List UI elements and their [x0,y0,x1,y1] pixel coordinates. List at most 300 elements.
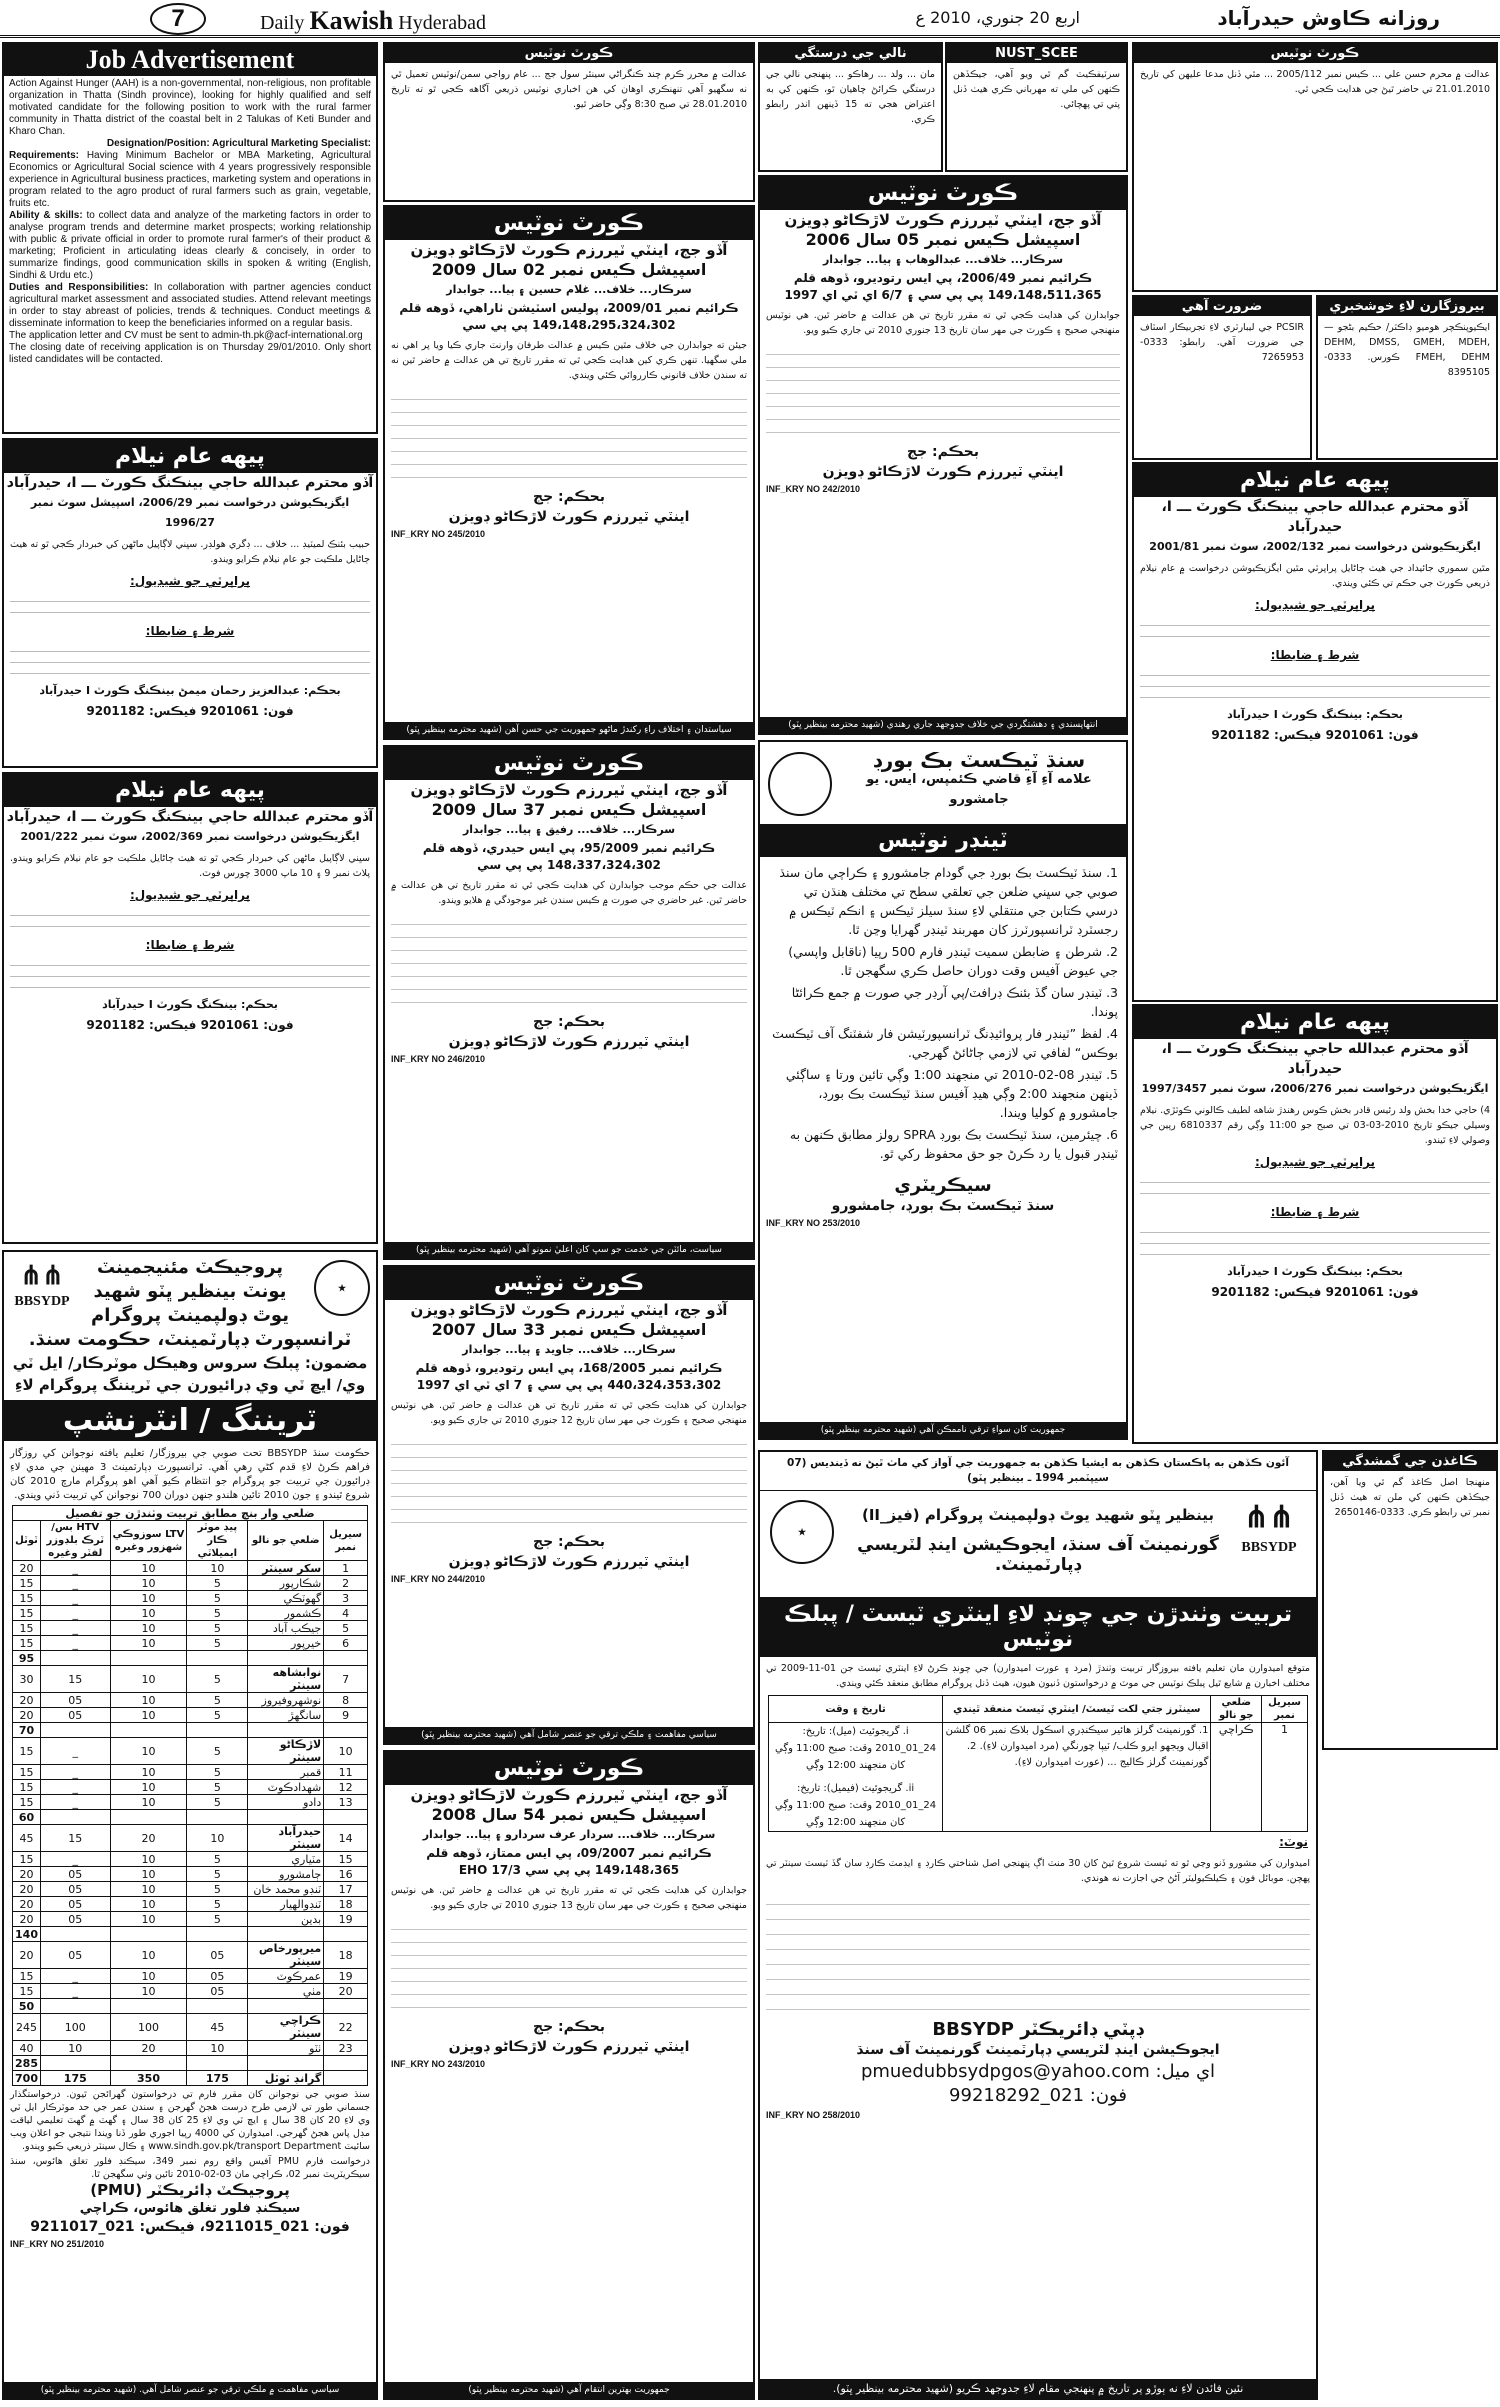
table-row [13,1999,368,2014]
case-number: اسپيشل ڪيس نمبر 33 سال 2007 [431,1320,707,1339]
training-head-1: پروجيڪٽ مئنيجمينٽ [96,1257,284,1278]
table-cell: 45 [187,2014,248,2041]
auction-sign: بحڪم: بينڪنگ ڪورٽ I حيدرآباد [1227,708,1403,721]
job-advertisement [2,42,378,434]
table-cell: _ [41,1795,111,1810]
table-row [13,1693,368,1708]
court-notice-title: ڪورٽ نوٽيس [385,1267,753,1300]
court-notice-title: ڪورٽ نوٽيس [385,207,753,240]
auction-terms-lines [10,641,370,681]
auction-schedule-lines [10,591,370,621]
court-name: آڏو جج، اينٽي ٽيررزم ڪورٽ لاڙڪاڻو ڊويزن [410,781,728,799]
table-cell: 10 [187,1825,248,1852]
table-cell [110,1810,187,1825]
inf-number: INF_KRY NO 246/2010 [391,1054,486,1064]
table-cell: 20 [13,1912,41,1927]
table-cell: 15 [13,1738,41,1765]
table-cell: 05 [41,1867,111,1882]
table-cell: 15 [13,1780,41,1795]
inf-number: INF_KRY NO 243/2010 [391,2059,486,2069]
inf-number: INF_KRY NO 242/2010 [766,484,861,494]
table-cell: 20 [13,1867,41,1882]
table-cell: 100 [110,2014,187,2041]
table-cell [248,1810,324,1825]
table-cell: 175 [187,2071,248,2086]
auction-terms-lines [1140,665,1490,705]
table-cell: 20 [324,1984,368,1999]
table-cell: 10 [110,1780,187,1795]
table-cell [110,1999,187,2014]
quote-footer: نئين فائدن لاءِ نه ٻوڙو پر تاريخ ۾ پنهنجي مقام لاءِ جدوجهد ڪريو (شهيد محترمه بينظير ڀٽو). [760,2379,1316,2398]
table-row [13,1942,368,1969]
job-ad-closing: The closing date of receiving application is on Thursday 29/01/2010. Only short listed candidates will be contacted. [9,342,371,365]
table-cell: 15 [13,1852,41,1867]
training-intro: حڪومت سنڌ BBSYDP تحت صوبي جي بيروزگار/ تعليم يافته نوجوانن کي روزگار فراهم ڪرڻ لاءِ قدم کڻي رهي آهي. ٽرانسپورٽ ڊپارٽمينٽ 3 مهينن جي مدي لاءِ ڊرائيورن جي تربيت جو پروگرام جو انتظام ڪيو آهي اهو پروگرام مارچ 2010 کان شروع ٿيندو ۽ جون 2010 تائين هلندو جنهن دوران 700 نوجوانن کي تربيت ڏني ويندي. [10,1448,371,1501]
table-row [13,1708,368,1723]
table-cell: سانگهڙ [248,1708,324,1723]
small-notice-body: PCSIR جي ليبارٽري لاءِ تجربيڪار اسٽاف جي ضرورت آهي. رابطو: 0333-7265953 [1140,322,1304,363]
table-row [13,1576,368,1591]
bbsydp-logo-text: BBSYDP [1241,1540,1297,1555]
crime-details: ڪرائيم نمبر 2006/49، پي ايس رتوديرو، ڏوهه قلم 149،148،511،365 پي پي سي ۽ 6/7 اي ٽي اي 1997 [784,271,1102,302]
court-notice-body: جوابدارن کي هدايت ڪجي ٿي ته مقرر تاريخ تي هن عدالت ۾ حاضر ٿين. هي نوٽيس منهنجي صحيح ۽ ڪورٽ جي مهر سان تاريخ 13 جنوري 2010 تي جاري ڪيو ويو. [766,310,1120,336]
auction-schedule-heading: پراپرٽي جو شيڊيول: [129,888,251,902]
column-header: ضلعي جو نالو [248,1521,324,1561]
test-phone: فون: 021_99218292 [949,2085,1127,2106]
table-cell: _ [41,1969,111,1984]
table-row [13,1765,368,1780]
case-number: اسپيشل ڪيس نمبر 37 سال 2009 [431,800,707,819]
table-cell: ٽنڊوالهيار [248,1897,324,1912]
training-subject: مضمون: پبلڪ سروس وهيڪل موٽرڪار/ ايل ٽي وي/ ايڇ ٽي وي ڊرائيورن جي ٽريننگ پروگرام لاءِ [12,1354,368,1394]
masthead-city: Hyderabad [398,12,486,34]
table-cell: 5 [187,1765,248,1780]
table-cell: 10 [324,1738,368,1765]
table-cell [187,1999,248,2014]
court-sign: بحڪم: جج [532,2019,605,2035]
trainee-distribution-table [12,1505,368,2086]
table-cell: ڪراچي سينٽر [248,2014,324,2041]
court-notice-text-lines [766,342,1120,442]
test-banner: تربيت وٺندڙن جي چونڊ لاءِ اينٽري ٽيسٽ / پبلڪ نوٽيس [760,1597,1316,1657]
cell-time-female: ii. گريجوئيٽ (فيميل): تاريخ: 24_01_2010 وقت: صبح 11:00 وڳي کان منجهند 12:00 وڳي [774,1783,937,1828]
req-text: Having Minimum Bachelor or MBA Marketing, Agricultural Economics or Agricultural Social science with 4 years progressively responsible experience in Agricultural business practices, marketing system and operations in program related to the agro product of rural farmers such as grain, vegetable, fruits etc. [9,150,371,209]
table-cell: 15 [41,1825,111,1852]
table-cell: نوابشاهه سينٽر [248,1666,324,1693]
table-cell: _ [41,1738,111,1765]
table-cell: 15 [13,1591,41,1606]
table-cell: 5 [187,1708,248,1723]
table-cell: 05 [41,1693,111,1708]
court-notice-body: جيئن ته جوابدارن جي خلاف مٿين ڪيس ۾ عدالت طرفان وارنٽ جاري ڪيا ويا پر اهي نه ملي سگهيا. تنهن ڪري کين هدايت ڪجي ٿي ته مقرر تاريخ تي هن عدالت ۾ حاضر ٿين نه ته سندن خلاف قانوني ڪارروائي ڪئي ويندي. [391,340,747,381]
quote-footer: انتهاپسندي ۽ دهشتگردي جي خلاف جدوجهد جاري رهندي (شهيد محترمه بينظير ڀٽو) [760,717,1126,733]
table-cell: 15 [13,1636,41,1651]
table-cell: 40 [13,2041,41,2056]
auction-sign: بحڪم: عبدالعزيز رحمان ميمڻ بينڪنگ ڪورٽ I حيدرآباد [39,684,341,697]
notes-heading: نوٽ: [1279,1835,1308,1849]
auction-title: پيهه عام نيلام [1134,1006,1496,1039]
table-row [13,2014,368,2041]
training-banner: ٽريننگ / انٽرنشپ [4,1400,376,1441]
table-cell [248,1651,324,1666]
test-program: بينظير ڀٽو شهيد يوٿ ڊولپمينٽ پروگرام (فيز_II) [861,1506,1215,1524]
small-notice-body: عدالت ۾ محرر ڪرم چند ڪنگراڻي سينئر سول جج ... عام رواجي سمن/نوٽيس تعميل ٿي نه سگهيو آهي تنهنڪري اوهان کي هن اخباري نوٽيس ذريعي آگاهه ڪجي ٿو ته تاريخ 28.01.2010 تي صبح 8:30 وڳي حاضر ٿيو. [391,69,747,110]
auction-sign: بحڪم: بينڪنگ ڪورٽ I حيدرآباد [1227,1265,1403,1278]
court-name: آڏو جج، اينٽي ٽيررزم ڪورٽ لاڙڪاڻو ڊويزن [410,1786,728,1804]
case-parties: سرڪار... خلاف... عبدالوهاب ۽ ٻيا... جوابدار [822,253,1064,266]
cell-time-male: i. گريجوئيٽ (ميل): تاريخ: 24_01_2010 وقت: صبح 11:00 وڳي کان منجهند 12:00 وڳي [774,1726,937,1771]
table-cell: 10 [110,1984,187,1999]
court-sign: بحڪم: جج [532,489,605,505]
small-notice-title: ڪورٽ نوٽيس [385,44,753,63]
table-row [13,1810,368,1825]
table-cell: 15 [13,1576,41,1591]
table-cell [248,2056,324,2071]
table-cell: ٽنڊو محمد خان [248,1882,324,1897]
auction-phone: فون: 9201061 فيڪس: 9201182 [1211,728,1419,742]
table-cell: 10 [110,1882,187,1897]
table-cell: مٽياري [248,1852,324,1867]
skills-text: to collect data and analyze of the marketing factors in order to analyse program trends and determine market prospects; working relationship with public & private official in order to promote rural farmer's of their product & marketing; Proficient in articulating ideas clearly & concisely, in order to summarize findings, good communication skills in spoken & writing (English, Sindhi & Urdu etc.) [9,210,371,281]
table-cell: 19 [324,1912,368,1927]
table-row [13,1723,368,1738]
table-cell: ميرپورخاص سينٽر [248,1942,324,1969]
table-cell: 5 [187,1666,248,1693]
table-row [13,1561,368,1576]
auction-notice [1132,1004,1498,1444]
masthead-brand: Kawish [309,6,394,35]
table-cell: _ [41,1852,111,1867]
table-cell [187,1723,248,1738]
table-cell: 10 [187,2041,248,2056]
court-name: آڏو جج، اينٽي ٽيررزم ڪورٽ لاڙڪاڻو ڊويزن [410,241,728,259]
table-cell: 8 [324,1693,368,1708]
table-cell: 05 [41,1912,111,1927]
table-row [13,1780,368,1795]
table-cell: 30 [13,1666,41,1693]
table-cell: 20 [110,1825,187,1852]
table-cell [248,1927,324,1942]
auction-notice [2,438,378,768]
table-cell: 20 [13,1693,41,1708]
table-cell [41,1810,111,1825]
small-notice-title: بيروزگارن لاءِ خوشخبري [1318,297,1496,316]
table-cell: خيرپور [248,1636,324,1651]
page-header [0,0,1500,38]
court-sign-office: اينٽي ٽيررزم ڪورٽ لاڙڪاڻو ڊويزن [448,1554,690,1570]
table-cell: 05 [41,1942,111,1969]
table-cell [41,1723,111,1738]
table-row [13,1591,368,1606]
table-cell: _ [41,1780,111,1795]
small-notice [1132,295,1312,460]
case-number: اسپيشل ڪيس نمبر 05 سال 2006 [805,230,1081,249]
auction-body: 4) حاجي خدا بخش ولد رئيس قادر بخش ڪوس رهندڙ شاهه لطيف ڪالوني ڪوٽڙي. نيلام وسيلي جيڪو تاريخ 2010-03-03 تي صبح جو 11:00 وڳي رقم 6810337 رپين جي وصولي لاءِ ٿيندو. [1140,1105,1490,1146]
court-notice [758,175,1128,735]
test-sign: ڊپٽي ڊائريڪٽر BBSYDP [932,2019,1144,2040]
small-notice-body: ايڪيوپنڪچر هوميو ڊاڪٽر/ حڪيم بڻجو — DEHM, DMSS, GMEH, MDEH, FMEH, DEHM ڪورس. 0333-8395105 [1324,322,1490,378]
table-cell: 05 [187,1942,248,1969]
auction-terms-heading: شرط ۽ ضابطا: [145,624,235,638]
table-row [13,1882,368,1897]
auction-case: ايگزيڪيوشن درخواست نمبر 2006/276، سوٽ نمبر 1997/3457 [1141,1082,1489,1095]
table-cell [324,2071,368,2086]
training-phone: فون: 021_9211015، فيڪس: 021_9211017 [30,2219,350,2235]
table-cell: 350 [110,2071,187,2086]
table-cell [187,1810,248,1825]
column-header: تاريخ ۽ وقت [769,1696,943,1723]
cell-center: 1. گورنمينٽ گرلز هائير سيڪنڊري اسڪول بلاڪ نمبر 06 گلشن اقبال ويجهو ايرو ڪلب/ ٽيپا چورنگي (مرد اميدوارن لاءِ). 2. گورنمينٽ گرلز ڪاليج ... (عورت اميدوارن لاءِ). [943,1723,1211,1832]
inf-number: INF_KRY NO 244/2010 [391,1574,486,1584]
req-label: Requirements: [9,150,80,161]
auction-body: سڀني لاڳاپيل ماڻهن کي خبردار ڪجي ٿو ته هيٺ ڄاڻايل ملڪيت جو عام نيلام ڪرايو ويندو. پلاٽ نمبر 9 ۽ 10 ماپ 3000 چورس فوٽ. [10,853,370,879]
court-sign-office: اينٽي ٽيررزم ڪورٽ لاڙڪاڻو ڊويزن [822,464,1064,480]
table-cell: 70 [13,1723,41,1738]
training-conditions: سنڌ صوبي جي نوجوانن کان مقرر فارم تي درخواستون گهرائجن ٿيون. درخواستگذار جسماني طور تي لازمي طرح درست هجڻ گهرجن ۽ سندن عمر جي حد موٽرڪار ايل ٽي وي لاءِ 20 کان 38 سال ۽ ايڇ ٽي وي لاءِ 25 کان 38 سال ۽ گهٽ ۾ گهٽ تعليمي لياقت مڊل پاس هجڻ گهرجي. اميدوارن کي 4000 رپيا اجوري طور ڏنا ويندا نتيجي جو اعلان ويب سائيٽ www.sindh.gov.pk/transport Department ۽ ڪال سينٽر ذريعي ڪيو ويندو. [10,2089,371,2152]
table-cell [41,1651,111,1666]
table-cell: 3 [324,1591,368,1606]
column-header: سيريل نمبر [1262,1696,1308,1723]
table-cell: عمرڪوٽ [248,1969,324,1984]
table-cell: _ [41,1621,111,1636]
table-cell: 05 [187,1984,248,1999]
table-cell: 14 [324,1825,368,1852]
tender-item: 6. چيئرمين، سنڌ ٽيڪسٽ بڪ بورڊ SPRA رولز مطابق ڪنهن به ٽينڊر قبول يا رد ڪرڻ جو حق محفوظ رکي ٿو. [789,1127,1118,1161]
table-row [769,1723,1308,1832]
table-cell: 5 [187,1780,248,1795]
table-cell: 60 [13,1810,41,1825]
test-dept: گورنمينٽ آف سنڌ، ايجوڪيشن اينڊ لٽريسي ڊپارٽمينٽ. [857,1535,1219,1575]
table-cell [187,1927,248,1942]
job-ad-designation: Designation/Position: Agricultural Marketing Specialist: [106,138,371,149]
table-cell [324,1810,368,1825]
crime-details: ڪرائيم نمبر 2009/01، پوليس اسٽيشن ٺاراهي، ڏوهه قلم 149،148،295،324،302 پي پي سي [399,301,739,332]
table-cell: 11 [324,1765,368,1780]
masthead [260,6,486,36]
auction-terms-heading: شرط ۽ ضابطا: [1270,1205,1360,1219]
column-header: سينٽرز جتي لکت ٽيسٽ/ اينٽري ٽيسٽ منعقد ٿيندي [943,1696,1211,1723]
table-cell: 22 [324,2014,368,2041]
table-row [13,1621,368,1636]
table-cell: 10 [110,1867,187,1882]
auction-case: ايگزيڪيوشن درخواست نمبر 2002/132، سوٽ نمبر 2001/81 [1149,540,1481,553]
table-row [13,1984,368,1999]
table-cell: 20 [13,1882,41,1897]
table-cell: 15 [13,1621,41,1636]
auction-schedule-lines [1140,615,1490,645]
tender-item: 2. شرطن ۽ ضابطن سميت ٽينڊر فارم 500 رپيا (ناقابل واپسي) جي عيوض آفيس وقت دوران حاصل ڪري سگهجن ٿا. [788,944,1118,978]
table-cell: 15 [13,1795,41,1810]
auction-schedule-heading: پراپرٽي جو شيڊيول: [1254,1155,1376,1169]
table-cell: 10 [110,1621,187,1636]
table-row [13,1912,368,1927]
court-notice-title: ڪورٽ نوٽيس [385,1752,753,1785]
table-cell: نوشهروفيروز [248,1693,324,1708]
table-cell: 5 [187,1621,248,1636]
court-name: آڏو جج، اينٽي ٽيررزم ڪورٽ لاڙڪاڻو ڊويزن [784,211,1102,229]
table-cell: 10 [41,2041,111,2056]
table-cell [41,1999,111,2014]
inf-number: INF_KRY NO 253/2010 [766,1218,861,1228]
table-cell: 16 [324,1867,368,1882]
table-cell: 5 [187,1795,248,1810]
table-row [13,1852,368,1867]
table-cell: 15 [13,1606,41,1621]
court-notice-body: عدالت جي حڪم موجب جوابدارن کي هدايت ڪجي ٿي ته مقرر تاريخ تي هن عدالت ۾ حاضر ٿين. غير حاضري جي صورت ۾ ڪيس سندن غير موجودگي ۾ هلايو ويندو. [391,880,747,906]
court-notice [383,1750,755,2400]
crime-details: ڪرائيم نمبر 168/2005، پي ايس رتوديرو، ڏوهه قلم 440،324،353،302 پي پي سي ۽ 7 اي ٽي اي 1997 [415,1361,723,1392]
table-cell: 95 [13,1651,41,1666]
job-ad-title: Job Advertisement [4,44,376,76]
small-notice-title: نالي جي درستگي [760,44,941,63]
sindh-govt-seal: ★ [314,1260,370,1316]
table-row [13,1606,368,1621]
auction-court: آڏو محترم عبدالله حاجي بينڪنگ ڪورٽ ـــ I، حيدرآباد [6,809,374,825]
court-name: آڏو جج، اينٽي ٽيررزم ڪورٽ لاڙڪاڻو ڊويزن [410,1301,728,1319]
table-cell: 18 [324,1897,368,1912]
table-cell: 5 [187,1606,248,1621]
table-cell: 5 [187,1591,248,1606]
duties-label: Duties and Responsibilities: [9,282,149,293]
auction-phone: فون: 9201061 فيڪس: 9201182 [86,1018,294,1032]
small-notice-title: ڪاغذن جي گمشدگي [1324,1452,1496,1471]
crime-details: ڪرائيم نمبر 95/2009، پي ايس حيدري، ڏوهه قلم 148،337،324،302 پي پي سي [422,841,716,872]
table-cell: 10 [110,1765,187,1780]
court-notice [383,745,755,1260]
table-cell: قمبر [248,1765,324,1780]
table-row [13,2056,368,2071]
table-cell: 19 [324,1969,368,1984]
auction-body: حبيب بئنڪ لميٽيڊ ... خلاف ... ڊگري هولڊر. سڀني لاڳاپيل ماڻهن کي خبردار ڪجي ٿو ته هيٺ ڄاڻايل ملڪيت جو عام نيلام ڪرايو ويندو. [10,539,370,565]
small-notice [1316,295,1498,460]
table-cell [324,2056,368,2071]
training-submit-info: درخواست فارم PMU آفيس واقع روم نمبر 349، سيڪنڊ فلور تغلق هائوس، سنڌ سيڪريٽريٽ نمبر 02، ڪراچي مان 03-02-2010 تائين وٺي سگهجن ٿا. [10,2156,370,2180]
small-notice-body: عدالت ۾ محرم حسن علي ... ڪيس نمبر 2005/112 ... مٿي ڏنل مدعا عليهن کي تاريخ 21.01.2010 تي حاضر ٿيڻ جي هدايت ڪجي ٿي. [1140,69,1490,95]
table-cell: 05 [187,1969,248,1984]
table-cell: 5 [187,1576,248,1591]
table-row [13,1651,368,1666]
textbook-board-tender [758,740,1128,1440]
case-number: اسپيشل ڪيس نمبر 02 سال 2009 [431,260,707,279]
table-row [13,1825,368,1852]
table-cell: 10 [110,1897,187,1912]
auction-body: مٿين سموري جائيداد جي هيٺ ڄاڻايل پراپرٽي مٿين ايگزيڪيوشن درخواست ۾ عام نيلام ذريعي ڪورٽ جي حڪم تي ڪئي ويندي. [1140,563,1490,589]
table-row [13,1867,368,1882]
training-head-3: يوٿ ڊولپمينٽ پروگرام [91,1305,289,1326]
auction-notice [2,772,378,1244]
table-cell: 5 [187,1636,248,1651]
column-header: سيريل نمبر [324,1521,368,1561]
auction-title: پيهه عام نيلام [1134,464,1496,497]
table-cell: 5 [187,1882,248,1897]
auction-schedule-lines [1140,1172,1490,1202]
test-top-quote: آئون ڪڏهن به پاڪستان ڪڏهن به ايشيا ڪڏهن به جمهوريت جي آواز کي ماٺ ٿيڻ نه ڏينديس (07 سيپٽمبر 1994 ـ بينظير ڀٽو) [760,1452,1316,1491]
quote-footer: سياسي مفاهمت ۾ ملڪي ترقي جو عنصر شامل آهي. (شهيد محترمه بينظير ڀٽو) [4,2382,376,2398]
training-head-4: ٽرانسپورٽ ڊپارٽمينٽ، حڪومت سنڌ. [28,1329,352,1350]
table-row [13,1927,368,1942]
table-cell: جيڪب آباد [248,1621,324,1636]
table-cell: 10 [110,1606,187,1621]
table-cell: 10 [110,1852,187,1867]
table-cell: 5 [324,1621,368,1636]
table-row [13,1969,368,1984]
table-cell: 2 [324,1576,368,1591]
bbsydp-entry-test-notice [758,1450,1318,2400]
notes-text-lines [766,1890,1310,2020]
table-row [13,2071,368,2086]
bbsydp-logo: ⋔⋔ BBSYDP [10,1258,74,1318]
inf-number: INF_KRY NO 245/2010 [391,529,486,539]
table-cell [187,2056,248,2071]
table-cell [248,1999,324,2014]
court-notice-text-lines [391,912,747,1012]
table-cell: 10 [110,1708,187,1723]
test-email: اي ميل: pmuedubbsydpgos@yahoo.com [860,2061,1216,2082]
table-row [13,1666,368,1693]
auction-terms-lines [1140,1222,1490,1262]
training-head-2: يونٽ بينظير ڀٽو شهيد [93,1281,287,1302]
court-notice [383,1265,755,1745]
table-cell: _ [41,1984,111,1999]
textbook-board-logo [768,752,832,816]
table-cell: 20 [13,1897,41,1912]
quote-footer: سياسي مفاهمت ۽ ملڪي ترقي جو عنصر شامل آهي (شهيد محترمه بينظير ڀٽو) [385,1727,753,1743]
table-row [13,1636,368,1651]
table-cell: _ [41,1636,111,1651]
table-cell: 12 [324,1780,368,1795]
training-sign-office: سيڪنڊ فلور تغلق هائوس، ڪراچي [79,2201,301,2216]
court-notice-text-lines [391,387,747,487]
table-cell: 6 [324,1636,368,1651]
table-cell: 15 [13,1765,41,1780]
table-cell [324,1723,368,1738]
table-cell: 15 [41,1666,111,1693]
table-cell: 10 [110,1912,187,1927]
small-notice-title: NUST_SCEE [947,44,1126,63]
court-sign-office: اينٽي ٽيررزم ڪورٽ لاڙڪاڻو ڊويزن [448,1034,690,1050]
table-cell: 20 [13,1708,41,1723]
table-cell: شڪارپور [248,1576,324,1591]
table-cell: ڪشمور [248,1606,324,1621]
duties-text: In collaboration with partner agencies conduct agricultural market assessment and associated studies. Attend relevant meetings in order to stay abreast of policies, trends & techniques. Conduct meetings & disseminate information to keep the beneficiaries informed on a regular basis. [9,282,371,329]
quote-footer: سياستدان ۽ اختلاف راءِ رکندڙ ماڻهو جمهوريت جي حسن آهن (شهيد محترمه بينظير ڀٽو) [385,722,753,738]
auction-schedule-heading: پراپرٽي جو شيڊيول: [1254,598,1376,612]
cell-district: ڪراچي [1211,1723,1262,1832]
table-cell: 17 [324,1882,368,1897]
table-cell [324,1999,368,2014]
small-notice [1322,1450,1498,1750]
tender-sign-office: سنڌ ٽيڪسٽ بڪ بورڊ، جامشورو [831,1198,1055,1214]
table-cell [41,2056,111,2071]
table-cell [110,1723,187,1738]
table-cell: گرانڊ ٽوٽل [248,2071,324,2086]
auction-phone: فون: 9201061 فيڪس: 9201182 [1211,1285,1419,1299]
small-notice [383,42,755,202]
small-notice [945,42,1128,172]
table-cell: 15 [324,1852,368,1867]
auction-case: ايگزيڪيوشن درخواست نمبر 2002/369، سوٽ نمبر 2001/222 [20,830,360,843]
court-notice-title: ڪورٽ نوٽيس [760,177,1126,210]
notes-body: اميدوارن کي مشورو ڏنو وڃي ٿو ته ٽيسٽ شروع ٿيڻ کان 30 منٽ اڳ پنهنجي اصل شناختي ڪارڊ ۽ ايڊمٽ ڪارڊ سان گڏ ٽيسٽ سينٽر تي پهچن. موبائل فون ۽ ڪيلڪيوليٽر آڻڻ جي اجازت نه هوندي. [766,1858,1310,1884]
case-parties: سرڪار... خلاف... غلام حسين ۽ ٻيا... جوابدار [446,283,692,296]
masthead-prefix: Daily [260,12,305,34]
table-cell: 10 [110,1666,187,1693]
table-cell: 175 [41,2071,111,2086]
small-notice-title: ضرورت آهي [1134,297,1310,316]
sindh-govt-seal: ★ [770,1500,834,1564]
test-schedule-table [768,1695,1308,1832]
column-header: LTV سوزوڪي شهزور وغيره [110,1521,187,1561]
